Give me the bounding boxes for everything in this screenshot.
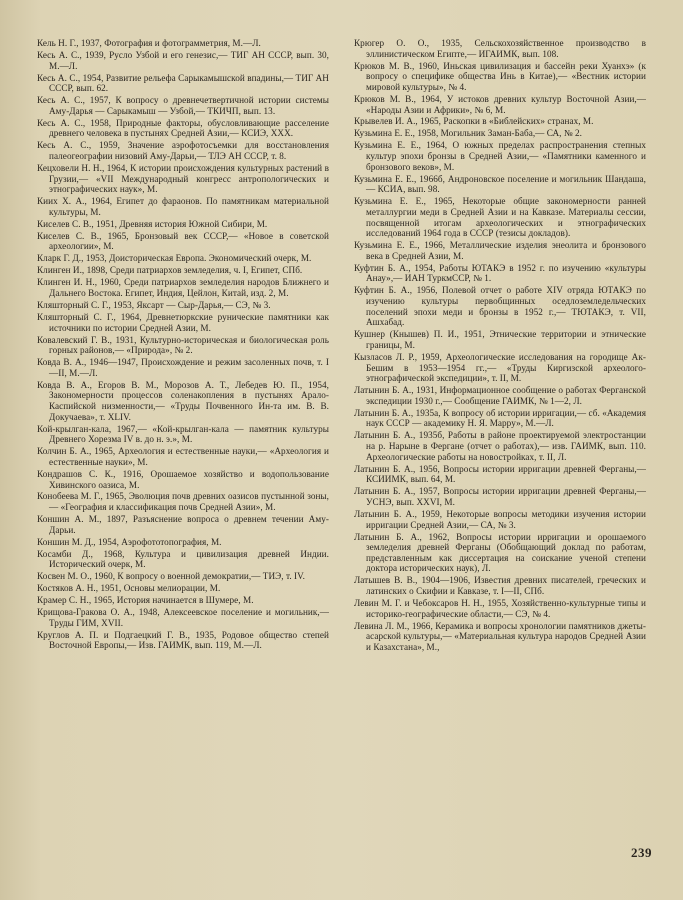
bibliography-entry: Кесь А. С., 1957, К вопросу о древнечетвертичной истории системы Аму-Дарья — Сарыкамыш — Узбой,— ТКИЧП, вып. 13.	[37, 95, 329, 116]
bibliography-entry: Латынин Б. А., 1957, Вопросы истории ирригации древней Ферганы,— УСНЭ, вып. XXVI, М.	[354, 486, 646, 507]
bibliography-entry: Кузьмина Е. Е., 1966, Металлические изделия энеолита и бронзового века в Средней Азии, М.	[354, 240, 646, 261]
bibliography-entry: Латынин Б. А., 1959, Некоторые вопросы методики изучения истории ирригации Средней Азии,— СА, № 3.	[354, 508, 646, 530]
bibliography-entry: Крюгер О. О., 1935, Сельскохозяйственное производство в эллинистическом Египте,— ИГАИМК, вып. 108.	[354, 38, 646, 59]
bibliography-entry: Крищова-Гракова О. А., 1948, Алексеевское поселение и могильник,— Труды ГИМ, XVII.	[37, 607, 329, 628]
bibliography-entry: Кузьмина Е. Е., 1958, Могильник Заман-Баба,— СА, № 2.	[354, 128, 583, 139]
bibliography-entry: Конобеева М. Г., 1965, Эволюция почв древних оазисов пустынной зоны,— «География и классификация почв Средней Азии», М.	[37, 491, 329, 513]
bibliography-entry: Куфтин Б. А., 1956, Полевой отчет о работе XIV отряда ЮТАКЭ по изучению культуры первобщинных оседлоземледельческих поселений эпохи меди и бронзы в 1952 г.,— ТЮТАКЭ, т. VII, Ашхабад.	[354, 285, 646, 328]
bibliography-entry: Кондрашов С. К., 1916, Орошаемое хозяйство и водопользование Хивинского оазиса, М.	[37, 468, 329, 490]
bibliography-entry: Латынин Б. А., 1956, Вопросы истории ирригации древней Ферганы,— КСИИМК, вып. 64, М.	[354, 463, 646, 485]
bibliography-entry: Кецховели Н. Н., 1964, К истории происхождения культурных растений в Грузии,— «VII Международный конгресс антропологических и этнографических наук», М.	[37, 163, 329, 195]
bibliography-entry: Кузьмина Е. Е., 1964, О южных пределах распространения степных культур эпохи бронзы в Средней Азии,— «Памятники каменного и бронзового веков», М.	[354, 140, 646, 172]
bibliography-entry: Косамби Д., 1968, Культура и цивилизация древней Индии. Исторический очерк, М.	[37, 548, 329, 570]
bibliography-entry: Кесь А. С., 1954, Развитие рельефа Сарыкамышской впадины,— ТИГ АН СССР, вып. 62.	[37, 72, 329, 94]
bibliography-entry: Кларк Г. Д., 1953, Доисторическая Европа. Экономический очерк, М.	[37, 253, 312, 264]
bibliography-entry: Левина Л. М., 1966, Керамика и вопросы хронологии памятников джеты-асарской культуры,— «Материальная культура народов Средней Азии и Казахстана», М.,	[354, 620, 646, 652]
bibliography-entry: Кузьмина Е. Е., 1965, Некоторые общие закономерности ранней металлургии меди в Средней Азии и на Кавказе. Материалы сессии, посвященной итогам археологических и этнографических исследований 1964 года в СССР (тезисы докладов).	[354, 196, 646, 239]
bibliography-entry: Левин М. Г. и Чебоксаров Н. Н., 1955, Хозяйственно-культурные типы и историко-географические области,— СЭ, № 4.	[354, 598, 646, 619]
bibliography-entry: Латынин Б. А., 1962, Вопросы истории ирригации и орошаемого земледелия древней Ферганы (Обобщающий доклад по работам, представленным как диссертация на соискание ученой степени доктора исторических наук), Л.	[354, 531, 646, 574]
bibliography-entry: Киселев С. В., 1951, Древняя история Южной Сибири, М.	[37, 218, 268, 229]
bibliography-left-column	[37, 38, 329, 652]
bibliography-entry: Косвен М. О., 1960, К вопросу о военной демократии,— ТИЭ, т. IV.	[37, 571, 305, 582]
bibliography-entry: Кляшторный С. Г., 1964, Древнетюркские рунические памятники как источники по истории Средней Азии, М.	[37, 311, 329, 333]
bibliography-entry: Киселев С. В., 1965, Бронзовый век СССР,— «Новое в советской археологии», М.	[37, 230, 329, 252]
bibliography-entry: Куфтин Б. А., 1954, Работы ЮТАКЭ в 1952 г. по изучению «культуры Анау»,— ИАН ТуркмССР, № 1.	[354, 262, 646, 284]
bibliography-entry: Клинген И., 1898, Среди патриархов земледелия, ч. I, Египет, СПб.	[37, 265, 303, 276]
bibliography-entry: Кой-крылган-кала, 1967,— «Кой-крылган-кала — памятник культуры Древнего Хорезма IV в. до н. э.», М.	[37, 423, 329, 445]
bibliography-entry: Коншин А. М., 1897, Разъяснение вопроса о древнем течении Аму-Дарьи.	[37, 514, 329, 535]
bibliography-entry: Кушнер (Кнышев) П. И., 1951, Этнические территории и этнические границы, М.	[354, 329, 646, 350]
bibliography-entry: Кесь А. С., 1959, Значение аэрофотосъемки для восстановления палеогеографии низовий Аму-Дарьи,— ТЛЭ АН СССР, т. 8.	[37, 140, 329, 162]
bibliography-entry: Костяков А. Н., 1951, Основы мелиорации, М.	[37, 583, 221, 594]
bibliography-entry: Кузьмина Е. Е., 1966б, Андроновское поселение и могильник Шандаша,— КСИА, вып. 98.	[354, 173, 646, 195]
bibliography-entry: Латышев В. В., 1904—1906, Известия древних писателей, греческих и латинских о Скифии и Кавказе, т. I—II, СПб.	[354, 575, 646, 597]
bibliography-entry: Киих Х. А., 1964, Египет до фараонов. По памятникам материальной культуры, М.	[37, 196, 329, 217]
bibliography-entry: Крамер С. Н., 1965, История начинается в Шумере, М.	[37, 595, 254, 606]
bibliography-entry: Крюков М. В., 1960, Иньская цивилизация и бассейн реки Хуанхэ» (к вопросу о специфике общества Инь в Китае),— «Вестник истории мировой культуры», № 4.	[354, 60, 646, 92]
bibliography-entry: Крюков М. В., 1964, У истоков древних культур Восточной Азии,— «Народы Азии и Африки», № 6, М.	[354, 93, 646, 115]
page-number: 239	[631, 845, 652, 860]
bibliography-entry: Латынин Б. А., 1935б, Работы в районе проектируемой электростанции на р. Нарыне в Фергане (отчет о работах),— изв. ГАИМК, вып. 110. Археологические работы на новостройках, т. II, Л.	[354, 430, 646, 462]
bibliography-entry: Латынин Б. А., 1931, Информационное сообщение о работах Ферганской экспедиции 1930 г.,— Сообщение ГАИМК, № 1—2, Л.	[354, 385, 646, 406]
bibliography-entry: Кель Н. Г., 1937, Фотография и фотограмметрия, М.—Л.	[37, 38, 261, 48]
bibliography-entry: Кызласов Л. Р., 1959, Археологические исследования на городище Ак-Бешим в 1953—1954 гг.,— «Труды Киргизской археолого-этнографической экспедиции», т. II, М.	[354, 351, 646, 384]
bibliography-entry: Кесь А. С., 1939, Русло Узбой и его генезис,— ТИГ АН СССР, вып. 30, М.—Л.	[37, 49, 329, 71]
bibliography-entry: Ковда В. А., 1946—1947, Происхождение и режим засоленных почв, т. I—II, М.—Л.	[37, 357, 329, 378]
bibliography-entry: Колчин Б. А., 1965, Археология и естественные науки,— «Археология и естественные науки», М.	[37, 446, 329, 467]
bibliography-entry: Латынин Б. А., 1935а, К вопросу об истории ирригации,— сб. «Академия наук СССР — академику Н. Я. Марру», М.—Л.	[354, 407, 646, 429]
bibliography-entry: Кесь А. С., 1958, Природные факторы, обусловливающие расселение древнего человека в пустынях Средней Азии,— КСИЭ, XXX.	[37, 117, 329, 139]
bibliography-right-column	[354, 38, 646, 654]
bibliography-entry: Ковалевский Г. В., 1931, Культурно-историческая и биологическая роль горных районов,— «Природа», № 2.	[37, 334, 329, 356]
bibliography-entry: Коншин М. Д., 1954, Аэрофототопография, М.	[37, 536, 222, 547]
bibliography-entry: Ковда В. А., Егоров В. М., Морозов А. Т., Лебедев Ю. П., 1954, Закономерности процессов соленакопления в пустынях Арало-Каспийской низменности,— «Труды Почвенного Ин-та им. В. В. Докучаева», т. XLIV.	[37, 379, 329, 422]
bibliography-entry: Крывелев И. А., 1965, Раскопки в «Библейских» странах, М.	[354, 116, 594, 127]
bibliography-entry: Кляшторный С. Г., 1953, Яксарт — Сыр-Дарья,— СЭ, № 3.	[37, 299, 271, 310]
bibliography-entry: Клинген И. Н., 1960, Среди патриархов земледелия народов Ближнего и Дальнего Востока. Египет, Индия, Цейлон, Китай, изд. 2, М.	[37, 277, 329, 298]
bibliography-entry: Круглов А. П. и Подгаецкий Г. В., 1935, Родовое общество степей Восточной Европы,— Изв. ГАИМК, вып. 119, М.—Л.	[37, 629, 329, 651]
